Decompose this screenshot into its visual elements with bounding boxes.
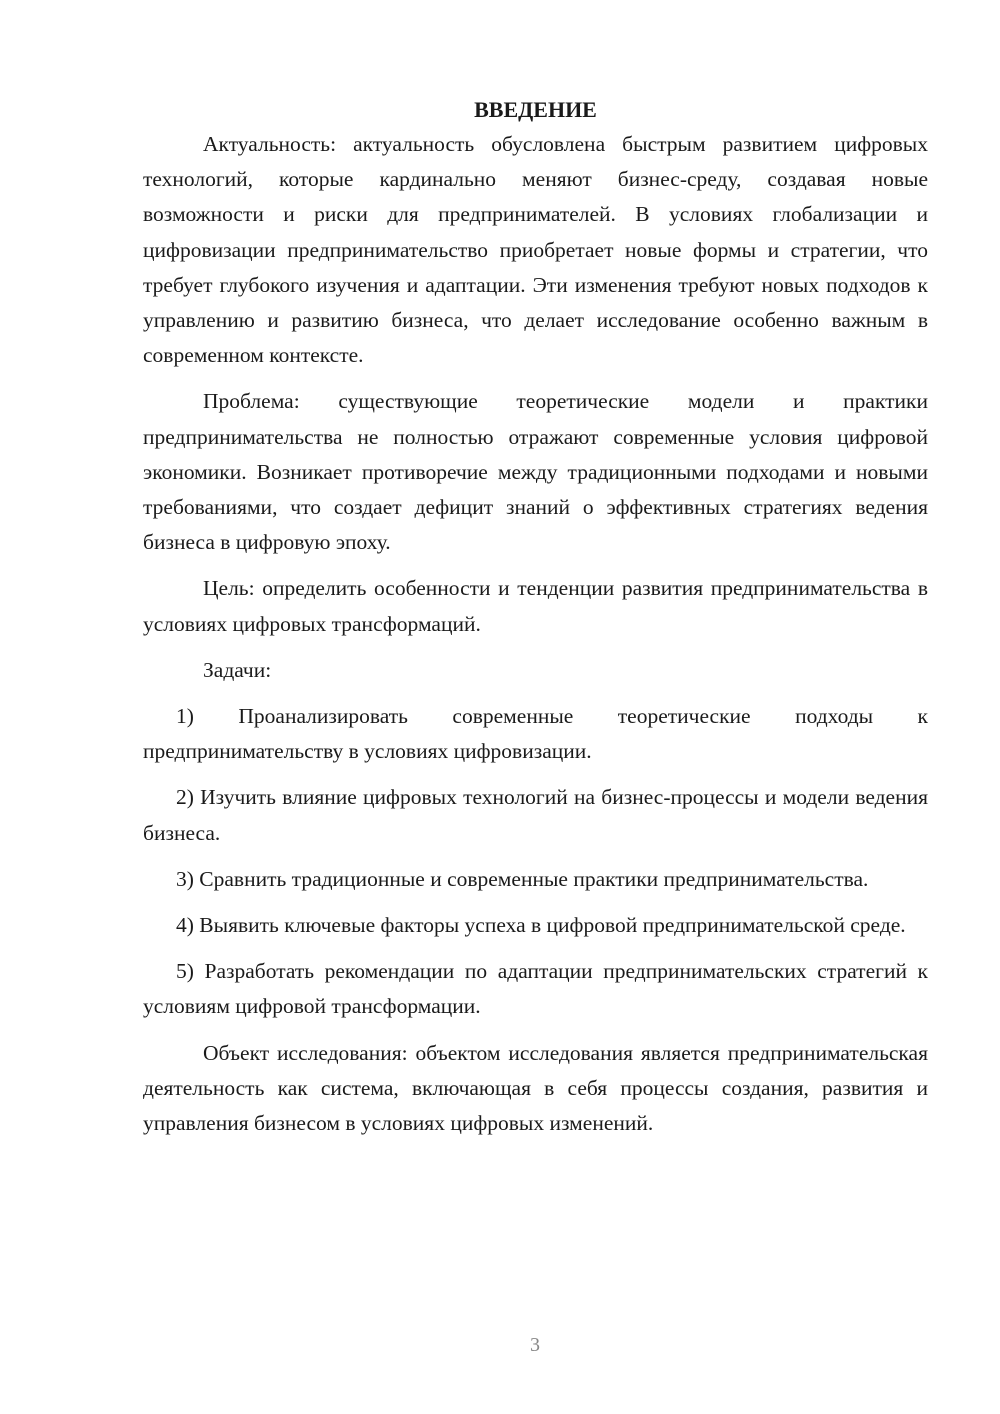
task-item: 5) Разработать рекомендации по адаптации предпринимательских стратегий к условиям цифровой трансформации.	[143, 959, 928, 1019]
task-item: 4) Выявить ключевые факторы успеха в цифровой предпринимательской среде.	[176, 913, 906, 938]
page-number: 3	[530, 1334, 540, 1356]
task-item: 1) Проанализировать современные теоретические подходы к предпринимательству в условиях цифровизации.	[143, 704, 928, 764]
paragraph-object: Объект исследования: объектом исследования является предпринимательская деятельность как система, включающая в себя процессы создания, развития и управления бизнесом в условиях цифровых изменений.	[143, 1040, 928, 1136]
task-item: 2) Изучить влияние цифровых технологий на бизнес-процессы и модели ведения бизнеса.	[143, 785, 928, 845]
paragraph-problem: Проблема: существующие теоретические модели и практики предпринимательства не полностью отражают современные условия цифровой экономики. Возникает противоречие между традиционными подходами и новыми требованиями, что создает дефицит знаний о эффективных стратегиях ведения бизнеса в цифровую эпоху.	[143, 389, 928, 555]
section-heading: ВВЕДЕНИЕ	[474, 97, 597, 122]
task-item: 3) Сравнить традиционные и современные практики предпринимательства.	[176, 866, 869, 891]
document-page	[143, 92, 928, 1152]
tasks-label: Задачи:	[203, 657, 272, 682]
paragraph-goal: Цель: определить особенности и тенденции развития предпринимательства в условиях цифровых трансформаций.	[143, 576, 928, 636]
paragraph-relevance: Актуальность: актуальность обусловлена быстрым развитием цифровых технологий, которые кардинально меняют бизнес-среду, создавая новые возможности и риски для предпринимателей. В условиях глобализации и цифровизации предпринимательство приобретает новые формы и стратегии, что требует глубокого изучения и адаптации. Эти изменения требуют новых подходов к управлению и развитию бизнеса, что делает исследование особенно важным в современном контексте.	[143, 132, 928, 368]
